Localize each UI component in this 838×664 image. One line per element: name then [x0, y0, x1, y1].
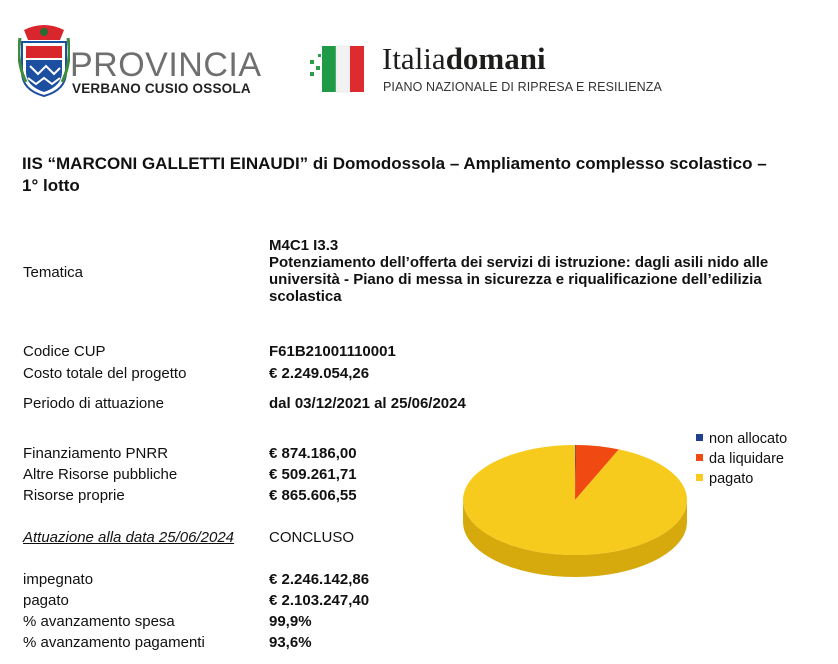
avanzamento-pagamenti-label: % avanzamento pagamenti — [23, 634, 205, 651]
legend-label-non-allocato: non allocato — [709, 431, 788, 447]
pie-slice-pagato — [463, 445, 687, 555]
risorse-proprie-value: € 865.606,55 — [269, 487, 357, 504]
italiadomani-name-bold: domani — [445, 41, 546, 76]
avanzamento-spesa-value: 99,9% — [269, 613, 312, 630]
altre-risorse-value: € 509.261,71 — [269, 466, 357, 483]
risorse-proprie-label: Risorse proprie — [23, 487, 125, 504]
funding-pie-chart — [455, 440, 695, 580]
avanzamento-spesa-label: % avanzamento spesa — [23, 613, 175, 630]
cup-value: F61B21001110001 — [269, 343, 396, 360]
periodo-value: dal 03/12/2021 al 25/06/2024 — [269, 395, 466, 412]
pnrr-value: € 874.186,00 — [269, 445, 357, 462]
italiadomani-subtitle: PIANO NAZIONALE DI RIPRESA E RESILIENZA — [383, 80, 662, 94]
legend-item-da-liquidare — [696, 451, 784, 467]
legend-item-pagato — [696, 471, 753, 487]
legend-label-pagato: pagato — [709, 471, 754, 487]
italiadomani-name — [382, 42, 546, 76]
italiadomani-flag-logo — [308, 42, 370, 96]
attuazione-status: CONCLUSO — [269, 529, 355, 546]
costo-value: € 2.249.054,26 — [269, 365, 370, 382]
tematica-label: Tematica — [23, 264, 84, 281]
altre-risorse-label: Altre Risorse pubbliche — [23, 466, 178, 483]
impegnato-value: € 2.246.142,86 — [269, 571, 370, 588]
tematica-description: Potenziamento dell’offerta dei servizi di istruzione: dagli asili nido alle università - Piano di messa in sicurezza e riqualificazione dell’edilizia scolastica — [269, 254, 769, 305]
tematica-value — [269, 237, 829, 305]
legend-item-non-allocato — [696, 431, 787, 447]
attuazione-label: Attuazione alla data 25/06/2024 — [23, 529, 235, 546]
avanzamento-pagamenti-value: 93,6% — [269, 634, 312, 651]
pagato-value: € 2.103.247,40 — [269, 592, 370, 609]
provincia-coat-of-arms-logo — [18, 22, 70, 98]
provincia-name: PROVINCIA — [70, 46, 262, 84]
provincia-subtitle: VERBANO CUSIO OSSOLA — [72, 81, 251, 96]
legend-swatch-non-allocato — [696, 434, 703, 441]
legend-swatch-da-liquidare — [696, 454, 703, 461]
costo-label: Costo totale del progetto — [23, 365, 187, 382]
impegnato-label: impegnato — [23, 571, 94, 588]
pagato-label: pagato — [23, 592, 69, 609]
legend-swatch-pagato — [696, 474, 703, 481]
cup-label: Codice CUP — [23, 343, 106, 360]
pnrr-label: Finanziamento PNRR — [23, 445, 169, 462]
tematica-code: M4C1 I3.3 — [269, 237, 339, 254]
legend-label-da-liquidare: da liquidare — [709, 451, 784, 467]
project-title: IIS “MARCONI GALLETTI EINAUDI” di Domodossola – Ampliamento complesso scolastico – 1° lotto — [22, 154, 767, 195]
periodo-label: Periodo di attuazione — [23, 395, 164, 412]
italiadomani-name-light: Italia — [382, 41, 446, 76]
